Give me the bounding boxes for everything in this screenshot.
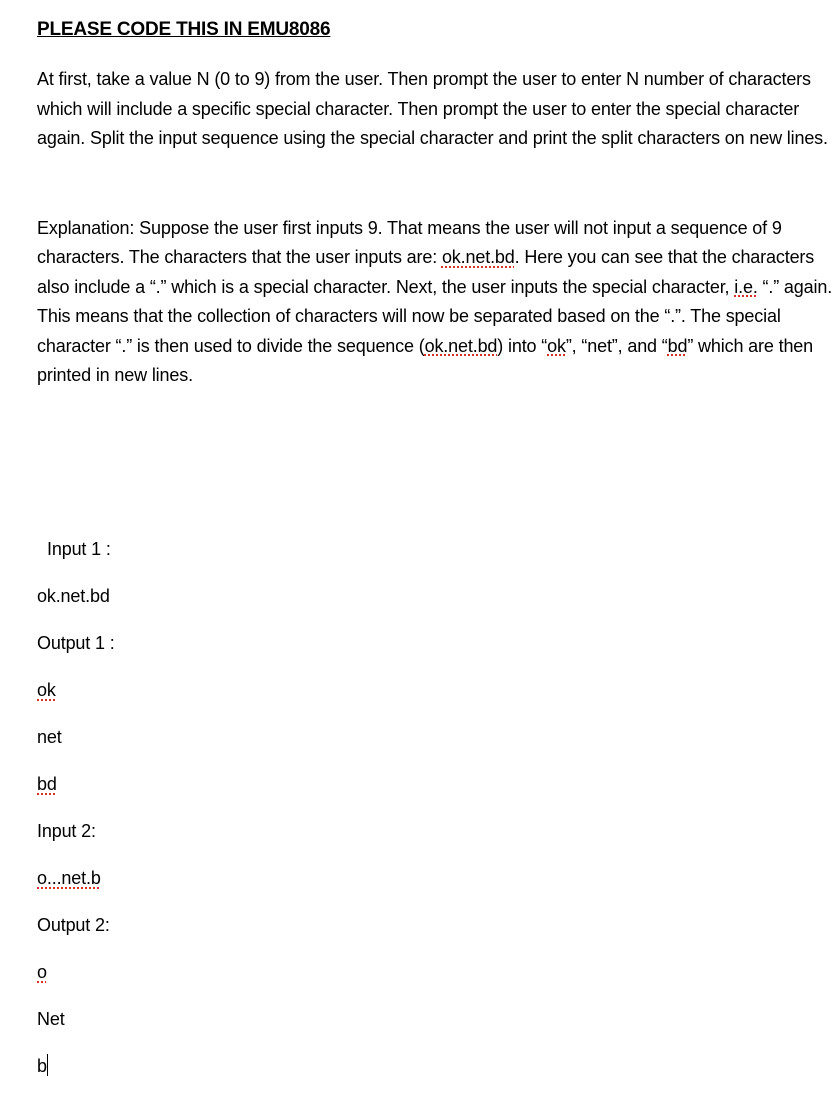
input1-label: Input 1 : [47, 539, 111, 559]
output2-line[interactable] [37, 1052, 737, 1099]
output-token: ok [37, 680, 56, 700]
explanation-text: ” which are then printed in new lines. [37, 335, 814, 385]
explanation-text: Explanation: Suppose the user first inputs 9. That means the user will not input a sequence of 9 characters. The characters that the user inputs are: [37, 217, 782, 267]
token-text: ok [547, 335, 566, 356]
token-text: bd [667, 335, 688, 356]
output-token: bd [37, 774, 57, 794]
task-description: At first, take a value N (0 to 9) from the user. Then prompt the user to enter N number of characters which will include a specific special character. Then prompt the user to enter the special character again. Split the input sequence using the special character and print the split characters on new lines. [37, 69, 828, 148]
output1-line [37, 770, 737, 817]
input2-token: o...net.b [37, 868, 101, 888]
ie-text: i.e. [734, 276, 758, 297]
output2-line: Net [37, 1009, 65, 1029]
output1-line: net [37, 727, 62, 747]
document-body [37, 16, 833, 391]
input2-label: Input 2: [37, 821, 96, 841]
examples-section [37, 535, 737, 1099]
sequence-text: ok.net.bd [441, 247, 515, 267]
document-title: PLEASE CODE THIS IN EMU8086 [37, 19, 331, 40]
input1-value: ok.net.bd [37, 586, 110, 606]
explanation-paragraph [37, 214, 833, 391]
output-token: b [37, 1056, 47, 1076]
output1-line [37, 676, 737, 723]
output1-label: Output 1 : [37, 633, 115, 653]
explanation-text: ”, “net”, and “ [565, 335, 668, 356]
text-cursor [47, 1054, 49, 1076]
output-token: o [37, 962, 47, 982]
explanation-text: ) into “ [497, 335, 548, 356]
explanation-text: “.” again. This means that the collection of characters will now be separated based on the “.”. The special character “.” is then used to divide the sequence ( [37, 276, 833, 356]
output2-label: Output 2: [37, 915, 110, 935]
output2-line [37, 958, 737, 1005]
explanation-text: . Here you can see that the characters also include a “.” which is a special character. Next, the user inputs the special character, [37, 247, 815, 297]
input2-value [37, 864, 737, 911]
sequence-text: ok.net.bd [424, 335, 498, 356]
